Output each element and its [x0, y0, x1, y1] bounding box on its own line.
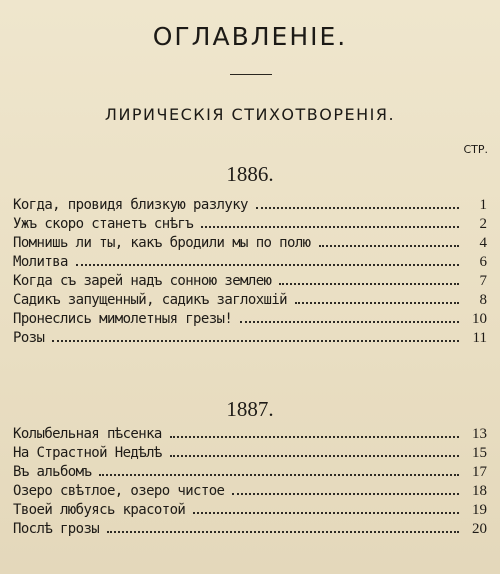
- toc-entry[interactable]: [13, 196, 487, 215]
- dot-leader: [319, 245, 460, 247]
- year-heading-1886: 1886.: [226, 162, 274, 186]
- toc-entry-page: 15: [472, 445, 487, 461]
- dot-leader: [107, 531, 459, 533]
- toc-entry-title: Садикъ запущенный, садикъ заглохшій: [13, 292, 288, 308]
- toc-entry-title: Пронеслись мимолетныя грезы!: [13, 311, 233, 327]
- toc-entry[interactable]: [13, 215, 487, 234]
- toc-list-1886: [13, 196, 487, 348]
- toc-entry-title: Когда, провидя близкую разлуку: [13, 197, 248, 213]
- toc-entry[interactable]: [13, 234, 487, 253]
- toc-entry-title: На Страстной Недѣлѣ: [13, 445, 162, 461]
- page-column-label: СТР.: [463, 143, 488, 156]
- toc-entry-title: Послѣ грозы: [13, 521, 100, 537]
- toc-entry-page: 13: [472, 426, 487, 442]
- toc-entry[interactable]: [13, 520, 487, 539]
- toc-entry-page: 17: [472, 464, 487, 480]
- toc-entry[interactable]: [13, 425, 487, 444]
- toc-entry-page: 19: [472, 502, 487, 518]
- toc-entry-title: Молитва: [13, 254, 68, 270]
- dot-leader: [240, 321, 459, 323]
- dot-leader: [170, 436, 459, 438]
- toc-entry[interactable]: [13, 482, 487, 501]
- toc-entry[interactable]: [13, 444, 487, 463]
- title-divider: [230, 74, 272, 75]
- toc-entry[interactable]: [13, 272, 487, 291]
- dot-leader: [99, 474, 459, 476]
- toc-entry-page: 10: [472, 311, 487, 327]
- toc-entry-title: Розы: [13, 330, 45, 346]
- toc-entry-title: Ужъ скоро станетъ снѣгъ: [13, 216, 194, 232]
- toc-entry-page: 18: [472, 483, 487, 499]
- toc-entry-page: 1: [479, 197, 487, 213]
- toc-entry-title: Помнишь ли ты, какъ бродили мы по полю: [13, 235, 311, 251]
- dot-leader: [52, 340, 459, 342]
- dot-leader: [279, 283, 459, 285]
- toc-entry-title: Когда съ зарей надъ сонною землею: [13, 273, 272, 289]
- toc-entry-page: 11: [472, 330, 487, 346]
- toc-entry[interactable]: [13, 253, 487, 272]
- toc-entry[interactable]: [13, 501, 487, 520]
- dot-leader: [201, 226, 459, 228]
- year-heading-1887: 1887.: [226, 397, 274, 421]
- dot-leader: [76, 264, 459, 266]
- toc-entry[interactable]: [13, 310, 487, 329]
- toc-entry-title: Колыбельная пѣсенка: [13, 426, 162, 442]
- toc-entry-title: Въ альбомъ: [13, 464, 92, 480]
- section-heading: ЛИРИЧЕСКІЯ СТИХОТВОРЕНІЯ.: [104, 105, 396, 124]
- toc-entry[interactable]: [13, 291, 487, 310]
- toc-entry[interactable]: [13, 329, 487, 348]
- toc-entry-page: 4: [479, 235, 487, 251]
- dot-leader: [232, 493, 459, 495]
- dot-leader: [193, 512, 459, 514]
- toc-entry[interactable]: [13, 463, 487, 482]
- toc-entry-title: Озеро свѣтлое, озеро чистое: [13, 483, 225, 499]
- dot-leader: [256, 207, 459, 209]
- dot-leader: [295, 302, 459, 304]
- toc-entry-page: 8: [479, 292, 487, 308]
- toc-entry-page: 20: [472, 521, 487, 537]
- toc-list-1887: [13, 425, 487, 539]
- page-title: ОГЛАВЛЕНІЕ.: [152, 22, 348, 51]
- toc-entry-page: 7: [479, 273, 487, 289]
- dot-leader: [170, 455, 459, 457]
- toc-entry-title: Твоей любуясь красотой: [13, 502, 186, 518]
- toc-entry-page: 6: [479, 254, 487, 270]
- toc-entry-page: 2: [479, 216, 487, 232]
